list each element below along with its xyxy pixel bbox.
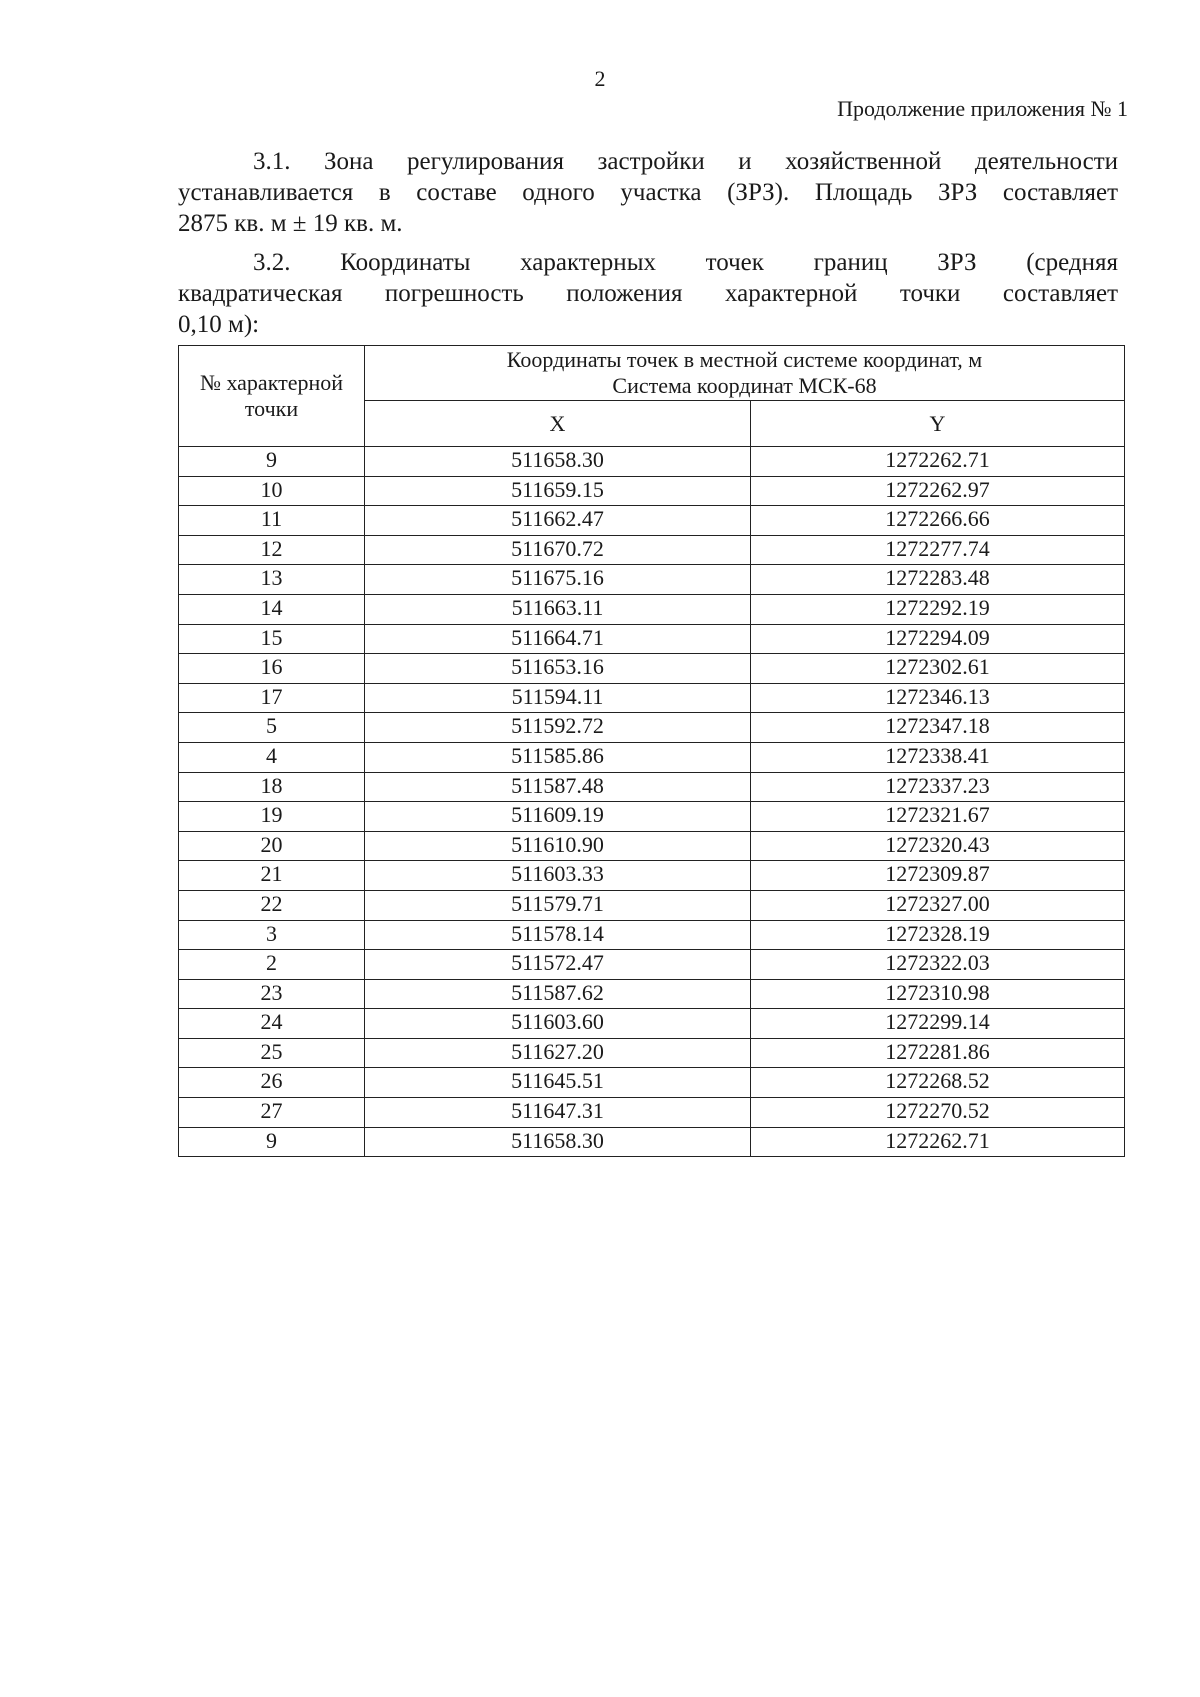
- x-coordinate-cell: 511572.47: [365, 950, 751, 980]
- paragraph-3-1: [178, 146, 1118, 239]
- paragraph-3-1-line-2: устанавливается в составе одного участка (ЗРЗ). Площадь ЗРЗ составляет: [178, 179, 1118, 206]
- table-row: [179, 772, 1125, 802]
- coordinate-system-header-line-2: Система координат МСК-68: [612, 373, 877, 398]
- y-coordinate-cell: 1272321.67: [751, 802, 1125, 832]
- point-number-cell: 21: [179, 861, 365, 891]
- x-coordinate-cell: 511585.86: [365, 742, 751, 772]
- y-coordinate-cell: 1272337.23: [751, 772, 1125, 802]
- table-row: [179, 1038, 1125, 1068]
- paragraph-3-2-line-2: квадратическая погрешность положения характерной точки составляет: [178, 280, 1118, 307]
- point-number-cell: 4: [179, 742, 365, 772]
- table-row: [179, 654, 1125, 684]
- point-number-cell: 23: [179, 979, 365, 1009]
- table-row: [179, 565, 1125, 595]
- x-coordinate-cell: 511663.11: [365, 594, 751, 624]
- point-number-cell: 10: [179, 476, 365, 506]
- x-coordinate-cell: 511610.90: [365, 831, 751, 861]
- x-coordinate-cell: 511603.33: [365, 861, 751, 891]
- table-row: [179, 861, 1125, 891]
- point-number-cell: 14: [179, 594, 365, 624]
- x-coordinate-cell: 511658.30: [365, 1127, 751, 1157]
- point-number-cell: 13: [179, 565, 365, 595]
- y-coordinate-cell: 1272310.98: [751, 979, 1125, 1009]
- point-number-cell: 15: [179, 624, 365, 654]
- y-coordinate-cell: 1272262.71: [751, 1127, 1125, 1157]
- x-coordinate-cell: 511609.19: [365, 802, 751, 832]
- table-row: [179, 506, 1125, 536]
- point-number-cell: 12: [179, 535, 365, 565]
- coordinate-system-header: [365, 346, 1125, 401]
- y-coordinate-cell: 1272262.71: [751, 447, 1125, 477]
- x-coordinate-cell: 511670.72: [365, 535, 751, 565]
- paragraph-3-2: [178, 247, 1118, 340]
- point-number-header-text: № характерной точки: [199, 370, 344, 421]
- point-number-cell: 27: [179, 1098, 365, 1128]
- table-row: [179, 1068, 1125, 1098]
- table-row: [179, 476, 1125, 506]
- point-number-cell: 16: [179, 654, 365, 684]
- point-number-cell: 5: [179, 713, 365, 743]
- point-number-cell: 9: [179, 1127, 365, 1157]
- table-row: [179, 447, 1125, 477]
- point-number-cell: 11: [179, 506, 365, 536]
- x-coordinate-cell: 511662.47: [365, 506, 751, 536]
- y-coordinate-cell: 1272262.97: [751, 476, 1125, 506]
- table-row: [179, 979, 1125, 1009]
- y-coordinate-cell: 1272302.61: [751, 654, 1125, 684]
- paragraph-3-1-line-3: 2875 кв. м ± 19 кв. м.: [178, 210, 403, 237]
- paragraph-3-2-line-3: 0,10 м):: [178, 311, 260, 338]
- point-number-cell: 22: [179, 890, 365, 920]
- paragraph-3-1-line-1: 3.1. Зона регулирования застройки и хозяйственной деятельности: [253, 148, 1118, 175]
- y-coordinate-cell: 1272292.19: [751, 594, 1125, 624]
- point-number-cell: 3: [179, 920, 365, 950]
- x-coordinate-cell: 511627.20: [365, 1038, 751, 1068]
- coordinates-table-body: [179, 447, 1125, 1157]
- y-coordinate-cell: 1272347.18: [751, 713, 1125, 743]
- y-coordinate-cell: 1272283.48: [751, 565, 1125, 595]
- y-coordinate-cell: 1272270.52: [751, 1098, 1125, 1128]
- table-row: [179, 1127, 1125, 1157]
- y-coordinate-cell: 1272277.74: [751, 535, 1125, 565]
- point-number-cell: 20: [179, 831, 365, 861]
- x-coordinate-cell: 511675.16: [365, 565, 751, 595]
- point-number-cell: 18: [179, 772, 365, 802]
- x-coordinate-cell: 511587.62: [365, 979, 751, 1009]
- y-coordinate-cell: 1272327.00: [751, 890, 1125, 920]
- y-coordinate-cell: 1272328.19: [751, 920, 1125, 950]
- y-coordinate-cell: 1272299.14: [751, 1009, 1125, 1039]
- table-row: [179, 802, 1125, 832]
- page-number: 2: [594, 66, 606, 91]
- y-coordinate-cell: 1272320.43: [751, 831, 1125, 861]
- point-number-cell: 9: [179, 447, 365, 477]
- point-number-header: [179, 346, 365, 447]
- x-coordinate-cell: 511592.72: [365, 713, 751, 743]
- coordinates-table: [178, 345, 1125, 1157]
- table-row: [179, 890, 1125, 920]
- point-number-cell: 17: [179, 683, 365, 713]
- y-coordinate-cell: 1272309.87: [751, 861, 1125, 891]
- table-row: [179, 713, 1125, 743]
- table-row: [179, 950, 1125, 980]
- x-coordinate-cell: 511659.15: [365, 476, 751, 506]
- table-row: [179, 1098, 1125, 1128]
- table-row: [179, 1009, 1125, 1039]
- y-coordinate-cell: 1272281.86: [751, 1038, 1125, 1068]
- coordinate-system-header-line-1: Координаты точек в местной системе координат, м: [506, 347, 983, 372]
- table-row: [179, 594, 1125, 624]
- x-coordinate-cell: 511664.71: [365, 624, 751, 654]
- y-coordinate-cell: 1272346.13: [751, 683, 1125, 713]
- y-coordinate-cell: 1272266.66: [751, 506, 1125, 536]
- table-row: [179, 535, 1125, 565]
- point-number-cell: 26: [179, 1068, 365, 1098]
- x-coordinate-cell: 511603.60: [365, 1009, 751, 1039]
- x-column-header: X: [365, 401, 751, 447]
- x-coordinate-cell: 511653.16: [365, 654, 751, 684]
- y-coordinate-cell: 1272268.52: [751, 1068, 1125, 1098]
- y-coordinate-cell: 1272294.09: [751, 624, 1125, 654]
- y-column-header: Y: [751, 401, 1125, 447]
- point-number-cell: 19: [179, 802, 365, 832]
- x-coordinate-cell: 511578.14: [365, 920, 751, 950]
- y-coordinate-cell: 1272338.41: [751, 742, 1125, 772]
- x-coordinate-cell: 511645.51: [365, 1068, 751, 1098]
- table-row: [179, 831, 1125, 861]
- table-row: [179, 742, 1125, 772]
- x-coordinate-cell: 511647.31: [365, 1098, 751, 1128]
- x-coordinate-cell: 511594.11: [365, 683, 751, 713]
- table-row: [179, 624, 1125, 654]
- table-row: [179, 920, 1125, 950]
- x-coordinate-cell: 511587.48: [365, 772, 751, 802]
- paragraph-3-2-line-1: 3.2. Координаты характерных точек границ ЗРЗ (средняя: [253, 249, 1118, 276]
- x-coordinate-cell: 511658.30: [365, 447, 751, 477]
- x-coordinate-cell: 511579.71: [365, 890, 751, 920]
- point-number-cell: 25: [179, 1038, 365, 1068]
- point-number-cell: 24: [179, 1009, 365, 1039]
- point-number-cell: 2: [179, 950, 365, 980]
- appendix-continuation-label: Продолжение приложения № 1: [837, 96, 1128, 121]
- table-row: [179, 683, 1125, 713]
- y-coordinate-cell: 1272322.03: [751, 950, 1125, 980]
